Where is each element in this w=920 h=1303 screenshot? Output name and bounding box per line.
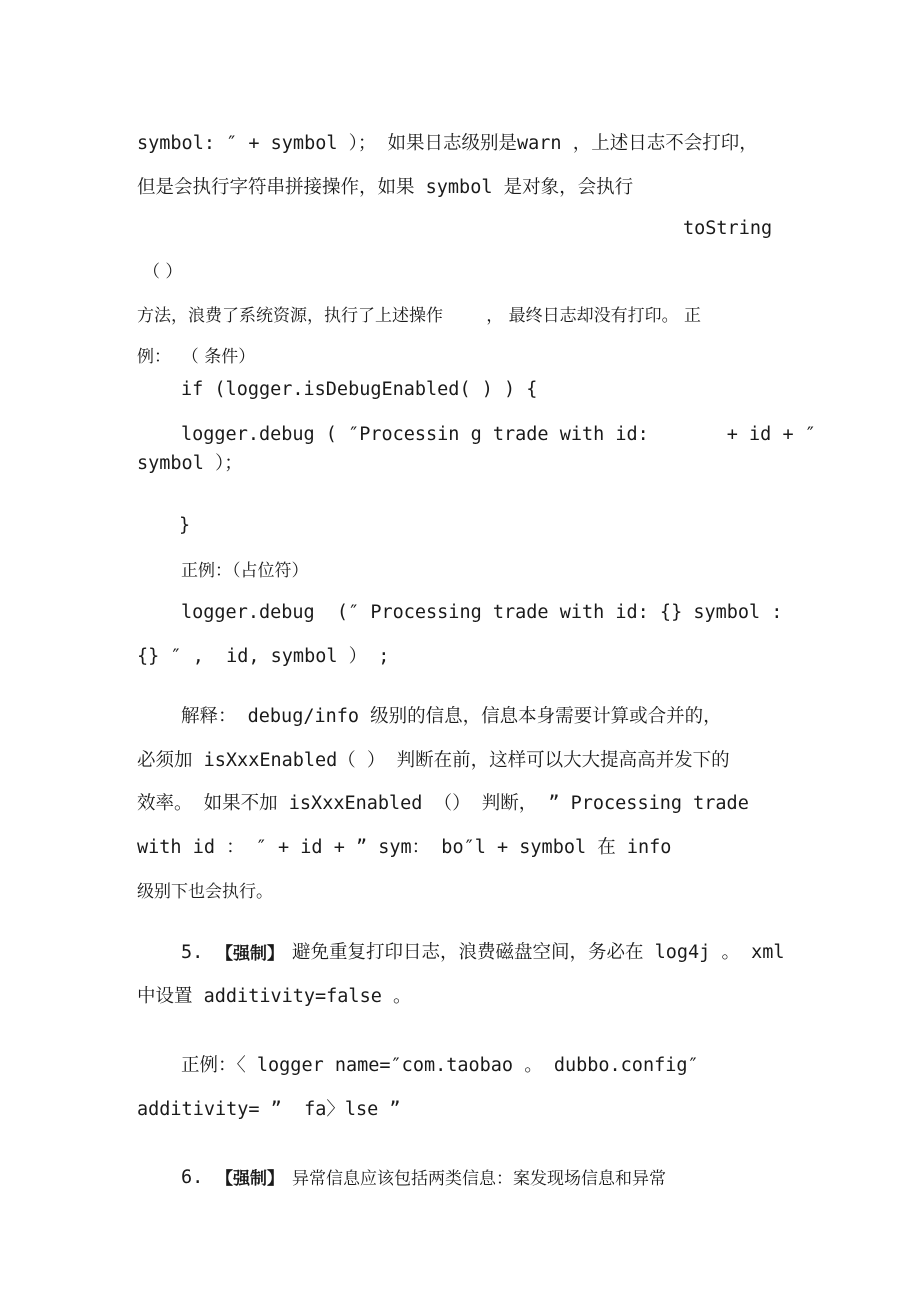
text-line: 必须加 isXxxEnabled（ ） 判断在前，这样可以大大提高高并发下的 (137, 750, 730, 771)
list-number: 5. (181, 942, 204, 963)
text-line: 正例：（占位符） (181, 561, 309, 581)
code-line: 正例：〈 logger name=″com.taobao 。 dubbo.config″ (181, 1055, 699, 1076)
rule-tag: 【强制】 (216, 944, 284, 964)
list-number: 6. (181, 1167, 204, 1188)
text-line: toString (683, 218, 773, 239)
code-line: {} ″ , id, symbol ） ; (137, 646, 390, 667)
code-line: logger.debug ( ″Processin g trade with id: + id + ″ (181, 424, 816, 445)
text-line: 效率。 如果不加 isXxxEnabled （） 判断， ” Processing trade (137, 793, 749, 814)
text-line: with id ： ″ + id + ” sym： bo″l + symbol 在 info (137, 837, 672, 858)
text-line: 例： （ 条件） (137, 347, 256, 367)
text-line: 但是会执行字符串拼接操作，如果 symbol 是对象，会执行 (137, 177, 634, 198)
code-line: symbol ）； (137, 453, 243, 474)
code-line: logger.debug (″ Processing trade with id: {} symbol : (181, 602, 783, 623)
rule-tag: 【强制】 (216, 1169, 284, 1189)
text-line: symbol: ″ + symbol ）； 如果日志级别是warn ，上述日志不会打印， (137, 133, 758, 154)
text-line: （ ） (143, 262, 183, 282)
text-line: 异常信息应该包括两类信息：案发现场信息和异常 (292, 1169, 666, 1189)
code-line: if (logger.isDebugEnabled( ) ) { (181, 379, 538, 400)
text-line: 解释： debug/info 级别的信息，信息本身需要计算或合并的， (181, 706, 722, 727)
text-line: 级别下也会执行。 (137, 882, 273, 902)
text-line: 方法，浪费了系统资源，执行了上述操作 ， 最终日志却没有打印。 正 (137, 306, 702, 326)
code-line: additivity= ” fa〉lse ” (137, 1099, 401, 1120)
text-line: 避免重复打印日志，浪费磁盘空间，务必在 log4j 。 xml (292, 942, 785, 963)
text-line: 中设置 additivity=false 。 (137, 986, 412, 1007)
code-line: } (179, 515, 191, 536)
